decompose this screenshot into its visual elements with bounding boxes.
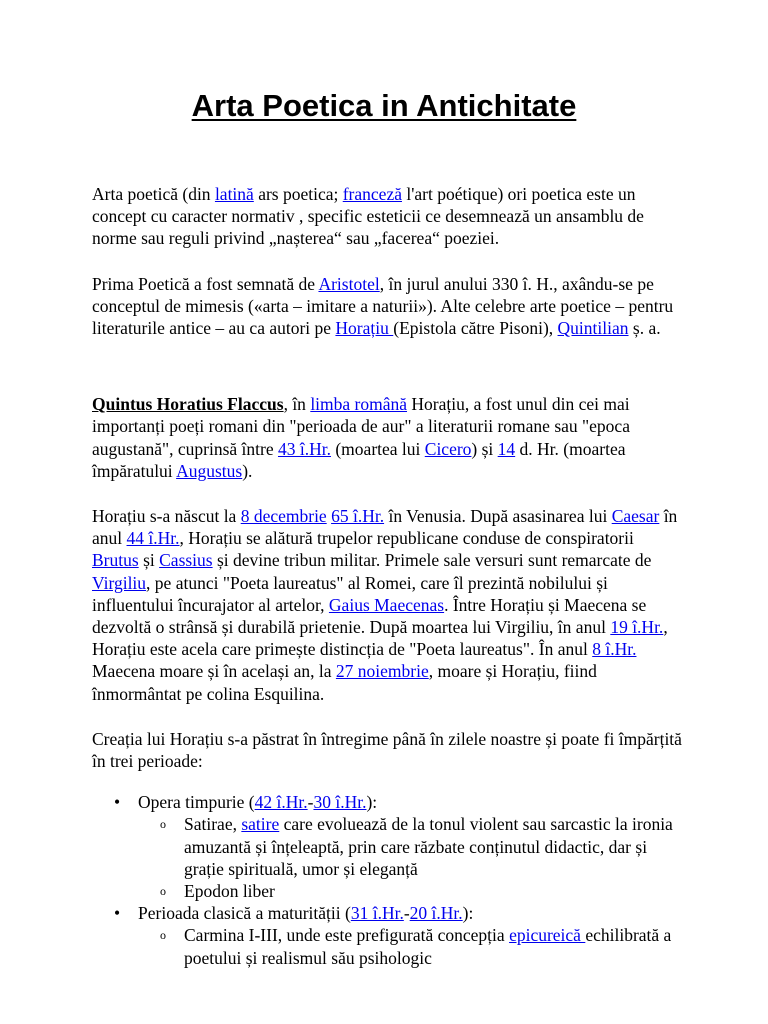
text: Satirae, [184,814,242,835]
text: Carmina I-III, unde este prefigurată concepția [184,925,510,946]
link-31-ihr[interactable]: 31 î.Hr. [350,903,404,924]
text: (Epistola către Pisoni), [393,318,558,339]
sub-list [138,924,682,968]
link-43-ihr[interactable]: 43 î.Hr. [277,438,331,459]
link-brutus[interactable]: Brutus [92,550,139,571]
link-aristotel[interactable]: Aristotel [318,273,380,294]
text: d. Hr. (moartea împăratului [92,438,626,481]
text: Perioada clasică a maturității ( [138,903,351,924]
sub-list-item [138,924,682,968]
link-gaius-maecenas[interactable]: Gaius Maecenas [328,594,445,615]
text: Arta poetică (din [92,184,215,204]
text: în anul [92,506,678,549]
link-epicureica[interactable]: epicureică [509,925,586,946]
link-30-ihr[interactable]: 30 î.Hr. [313,792,367,813]
text: , în jurul anului 330 î. H., axându-se pe conceptul de mimesis («arta – imitare a naturii»). Alte celebre arte poetice – pentru literaturile antice – au ca autori pe [92,273,674,339]
list-item [92,791,682,902]
text: Horațiu s-a născut la [92,506,241,527]
text: și devine tribun militar. Primele sale versuri sunt remarcate de [212,550,652,571]
text: - [307,792,314,813]
text: . Între Horațiu și Maecena se dezvoltă o strânsă și durabilă prietenie. După moartea lui Virgiliu, în anul [92,594,647,638]
link-44-ihr[interactable]: 44 î.Hr. [126,528,180,549]
text: ): [462,903,474,924]
link-cassius[interactable]: Cassius [159,550,213,571]
text: , în [283,394,311,415]
text: Opera timpurie ( [138,792,255,813]
sub-list [138,813,682,902]
text: echilibrată a poetului și realismul său psihologic [184,925,672,968]
link-augustus[interactable]: Augustus [176,460,243,481]
link-latina[interactable]: latină [214,184,254,204]
text: care evoluează de la tonul violent sau sarcastic la ironia amuzantă și înțeleaptă, prin care răzbate conținutul didactic, dar și grație spirituală, umor și eleganță [184,814,673,879]
link-65-ihr[interactable]: 65 î.Hr. [331,506,385,527]
sub-list-item [138,813,682,880]
paragraph-creatia: Creația lui Horațiu s-a păstrat în întregime până în zilele noastre și poate fi împărțită în trei perioade: [92,728,682,772]
bold-name: Quintus Horatius Flaccus [92,394,284,415]
text: Prima Poetică a fost semnată de [92,273,319,294]
paragraph-intro [92,183,682,250]
periods-list [92,791,682,969]
link-limba-romana[interactable]: limba română [310,394,408,415]
link-horatiu[interactable]: Horațiu [335,318,394,339]
text: - [403,903,410,924]
text: , moare și Horațiu, fiind înmormântat pe colina Esquilina. [92,661,597,704]
document-body [92,183,682,969]
spacer [92,362,682,393]
link-20-ihr[interactable]: 20 î.Hr. [409,903,463,924]
text: și [138,550,160,571]
text: ars poetica; [253,184,343,204]
text: (moartea lui [330,438,425,459]
paragraph-biography [92,505,682,705]
text: , pe atunci "Poeta laureatus" al Romei, care îl prezintă nobilului și influentului încurajator al artelor, [92,572,608,615]
text: Maecena moare și în același an, la [92,661,336,682]
link-virgiliu[interactable]: Virgiliu [92,572,147,593]
link-14[interactable]: 14 [497,438,516,459]
link-42-ihr[interactable]: 42 î.Hr. [254,792,308,813]
text: ș. a. [628,318,661,339]
link-19-ihr[interactable]: 19 î.Hr. [610,617,664,638]
link-8-decembrie[interactable]: 8 decembrie [240,506,327,527]
text: , Horațiu se alătură trupelor republicane conduse de conspiratorii [179,528,634,549]
link-27-noiembrie[interactable]: 27 noiembrie [335,661,429,682]
text: ) și [471,438,498,459]
link-cicero[interactable]: Cicero [424,438,472,459]
text: ). [242,460,253,481]
text: , Horațiu este acela care primește distincția de "Poeta laureatus". În anul [92,617,668,660]
text: Horațiu, a fost unul din cei mai importanți poeți romani din "perioada de aur" a literaturii romane sau "epoca augustană", cuprinsă între [92,394,630,459]
link-quintilian[interactable]: Quintilian [557,318,629,339]
link-satire[interactable]: satire [241,814,280,835]
link-franceza[interactable]: franceză [342,184,402,204]
page-title: Arta Poetica in Antichitate [191,88,577,123]
text: în Venusia. După asasinarea lui [384,506,612,527]
paragraph-horatius [92,393,682,482]
link-8-ihr[interactable]: 8 î.Hr. [592,639,637,660]
text: ): [366,792,378,813]
sub-list-item: o Epodon liber [138,880,682,902]
link-caesar[interactable]: Caesar [611,506,660,527]
list-item [92,902,682,969]
paragraph-aristotel [92,273,682,340]
text: l'art poétique) ori poetica este un concept cu caracter normativ , specific esteticii ce desemnează un ansamblu de norme sau reguli privind „nașterea“ sau „facerea“ poeziei. [92,184,644,249]
